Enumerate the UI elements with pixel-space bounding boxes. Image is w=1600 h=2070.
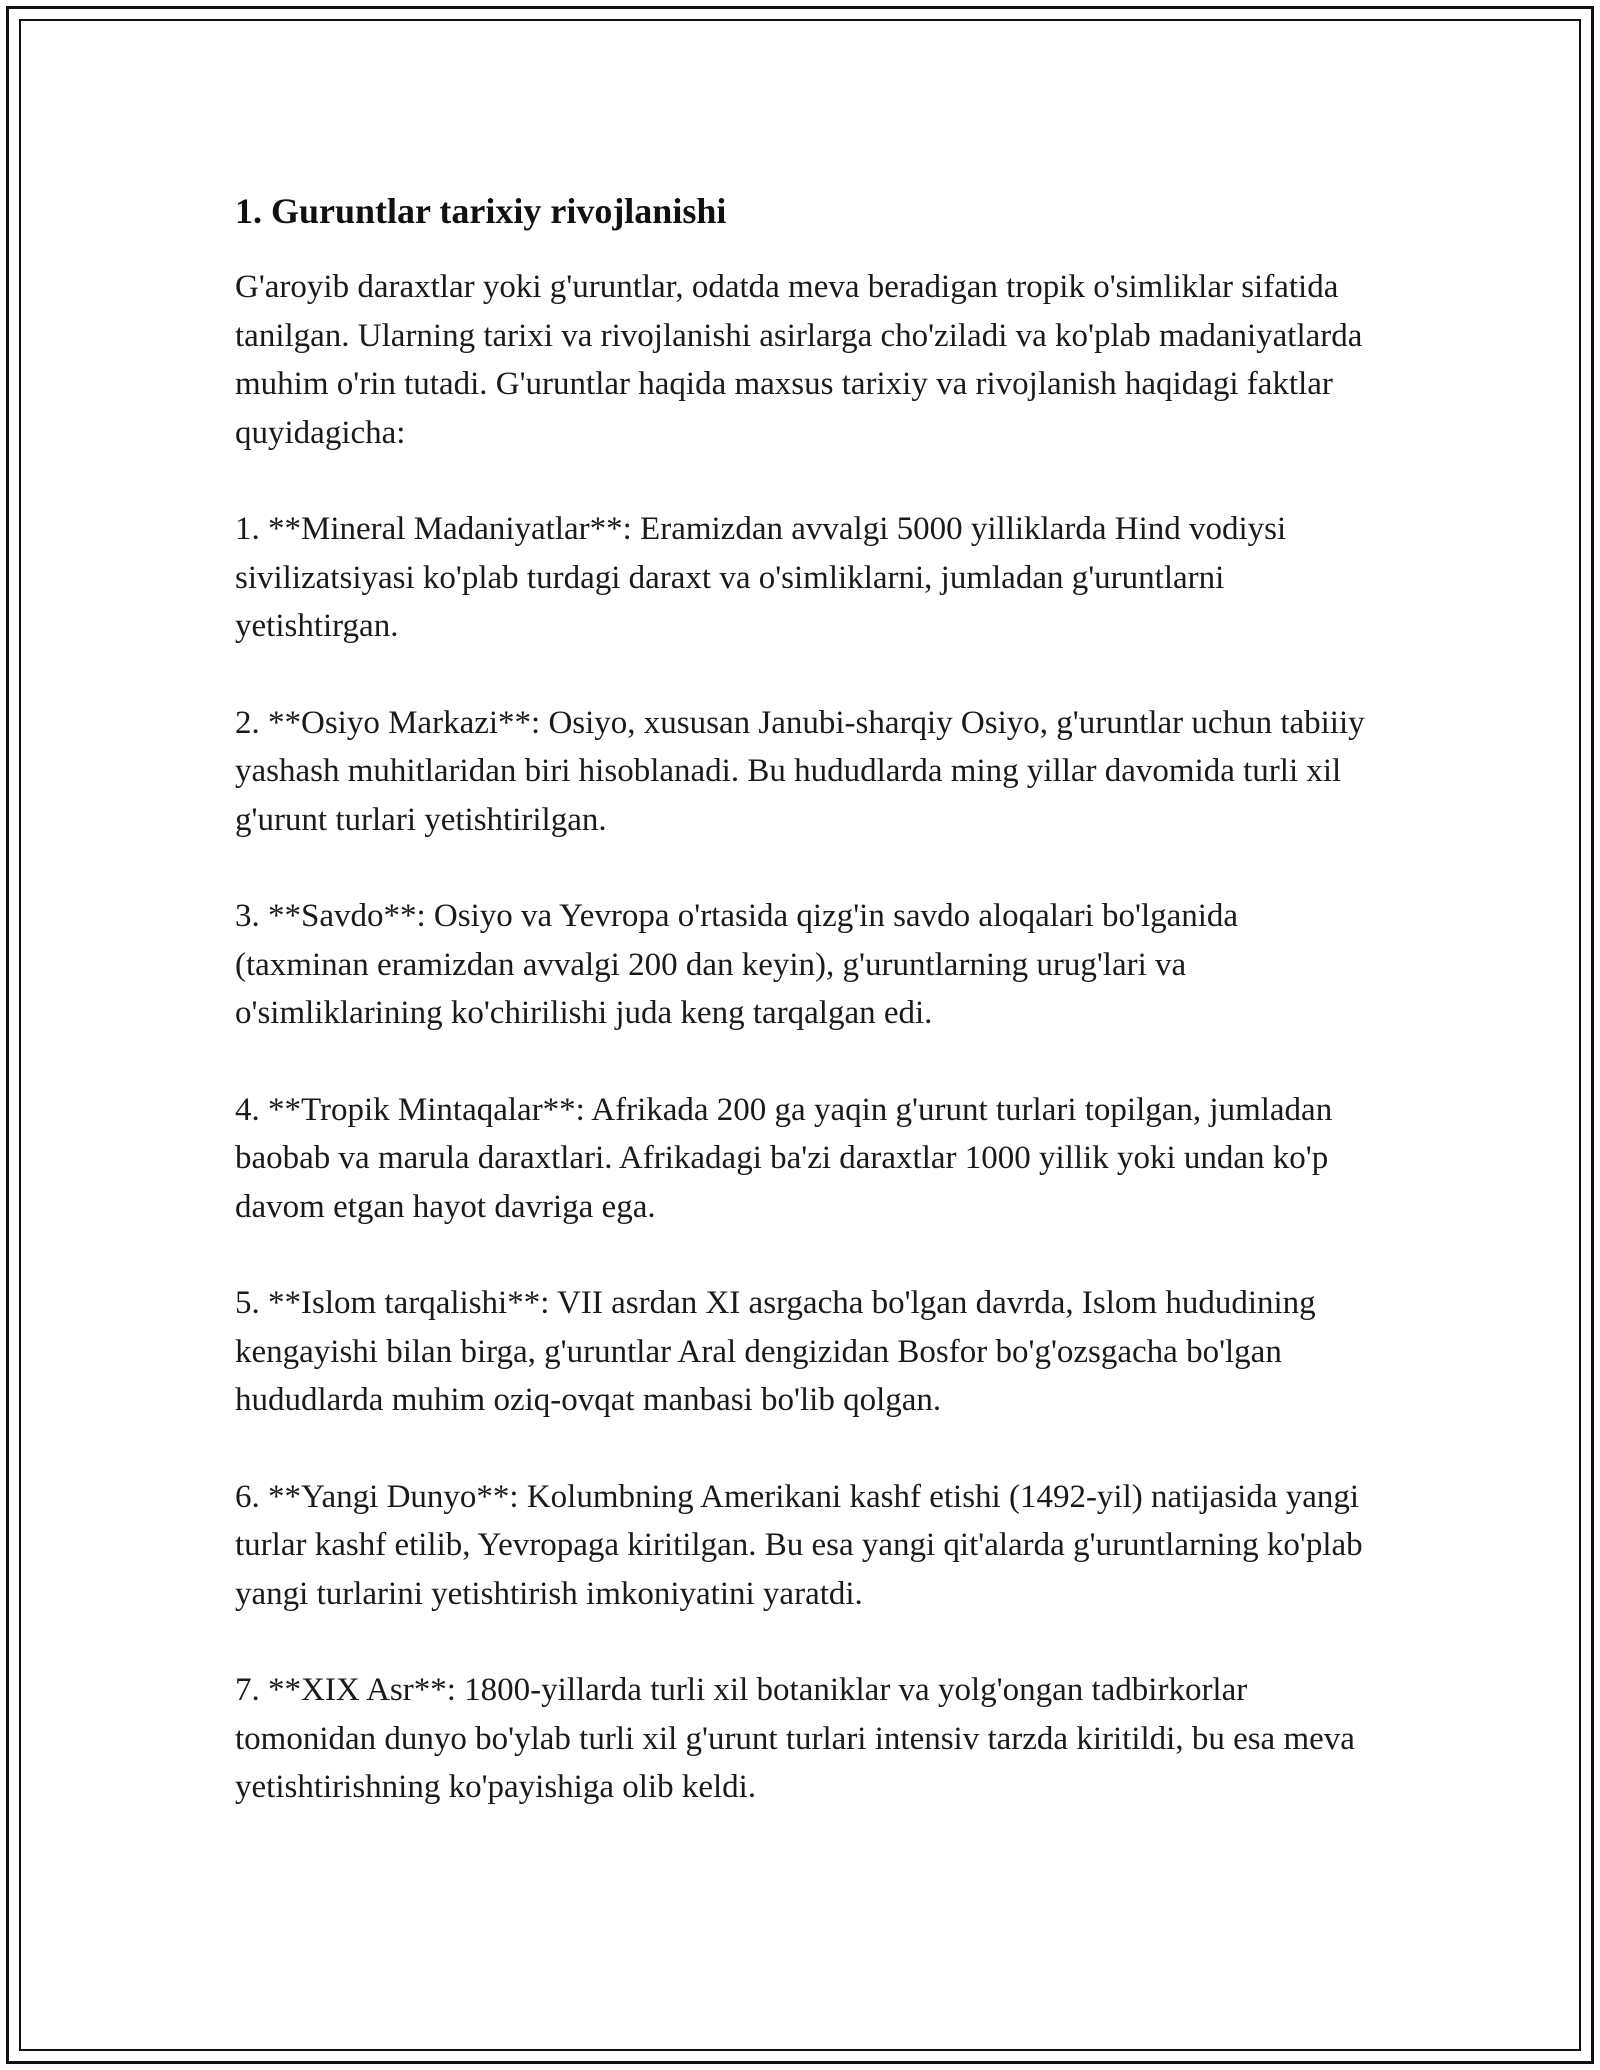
list-item: 2. **Osiyo Markazi**: Osiyo, xususan Janubi-sharqiy Osiyo, g'uruntlar uchun tabiiiy yashash muhitlaridan biri hisoblanadi. Bu hududlarda ming yillar davomida turli xil g'urunt turlari yetishtirilgan. <box>235 704 1365 838</box>
document-body <box>235 187 1375 1860</box>
document-title: 1. Guruntlar tarixiy rivojlanishi <box>235 191 727 231</box>
list-item: 6. **Yangi Dunyo**: Kolumbning Amerikani kashf etishi (1492-yil) natijasida yangi turlar kashf etilib, Yevropaga kiritilgan. Bu esa yangi qit'alarda g'uruntlarning ko'plab yangi turlarini yetishtirish imkoniyatini yaratdi. <box>235 1478 1363 1612</box>
intro-paragraph: G'aroyib daraxtlar yoki g'uruntlar, odatda meva beradigan tropik o'simliklar sifatida tanilgan. Ularning tarixi va rivojlanishi asirlarga cho'ziladi va ko'plab madaniyatlarda muhim o'rin tutadi. G'uruntlar haqida maxsus tarixiy va rivojlanish haqidagi faktlar quyidagicha: <box>235 269 1363 451</box>
list-item: 4. **Tropik Mintaqalar**: Afrikada 200 ga yaqin g'urunt turlari topilgan, jumladan baobab va marula daraxtlari. Afrikadagi ba'zi daraxtlar 1000 yillik yoki undan ko'p davom etgan hayot davriga ega. <box>235 1091 1333 1225</box>
list-item: 1. **Mineral Madaniyatlar**: Eramizdan avvalgi 5000 yilliklarda Hind vodiysi sivilizatsiyasi ko'plab turdagi daraxt va o'simliklarni, jumladan g'uruntlarni yetishtirgan. <box>235 511 1287 644</box>
list-item: 7. **XIX Asr**: 1800-yillarda turli xil botaniklar va yolg'ongan tadbirkorlar tomonidan dunyo bo'ylab turli xil g'urunt turlari intensiv tarzda kiritildi, bu esa meva yetishtirishning ko'payishiga olib keldi. <box>235 1672 1355 1805</box>
list-item: 5. **Islom tarqalishi**: VII asrdan XI asrgacha bo'lgan davrda, Islom hududining kengayishi bilan birga, g'uruntlar Aral dengizidan Bosfor bo'g'ozsgacha bo'lgan hududlarda muhim oziq-ovqat manbasi bo'lib qolgan. <box>235 1285 1316 1418</box>
list-item: 3. **Savdo**: Osiyo va Yevropa o'rtasida qizg'in savdo aloqalari bo'lganida (taxminan eramizdan avvalgi 200 dan keyin), g'uruntlarning urug'lari va o'simliklarining ko'chirilishi juda keng tarqalgan edi. <box>235 898 1239 1031</box>
